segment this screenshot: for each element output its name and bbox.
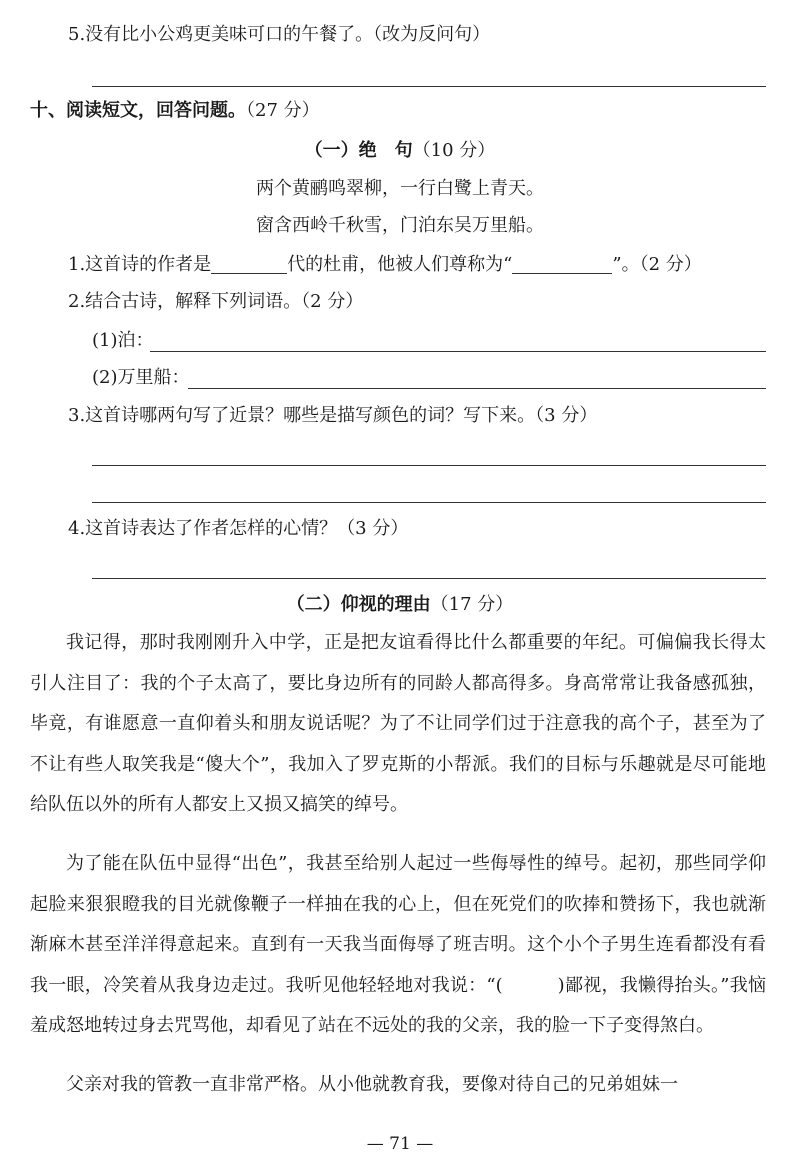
page-number: — 71 — [366, 1134, 434, 1154]
answer-line[interactable] [92, 502, 766, 503]
passage-paragraph-2: 为了能在队伍中显得“出色”，我甚至给别人起过一些侮辱性的绰号。起初，那些同学仰起脸来狠狠瞪我的目光就像鞭子一样抽在我的心上，但在死党们的吹捧和赞扬下，我也就渐渐麻木甚至洋洋得意起来。直到有一天我当面侮辱了班吉明。这个小个子男生连看都没有看我一眼，冷笑着从我身边走过。我听见他轻轻地对我说：“( )鄙视，我懒得抬头。”我恼羞成怒地转过身去咒骂他，却看见了站在不远处的我的父亲，我的脸一下子变得煞白。 [30, 853, 766, 1037]
section-10-title: 十、阅读短文，回答问题。 [30, 100, 246, 121]
part-2-points: （17 分） [430, 594, 514, 615]
section-10-heading [30, 100, 320, 122]
question-4: 4.这首诗表达了作者怎样的心情？（3 分） [68, 518, 409, 539]
question-1 [68, 254, 702, 276]
poem-line-1: 两个黄鹂鸣翠柳，一行白鹭上青天。 [256, 178, 544, 199]
answer-line[interactable] [92, 465, 766, 466]
passage-paragraph-1: 我记得，那时我刚刚升入中学，正是把友谊看得比什么都重要的年纪。可偏偏我长得太引人注目了：我的个子太高了，要比身边所有的同龄人都高得多。身高常常让我备感孤独，毕竟，有谁愿意一直仰着头和朋友说话呢？为了不让同学们过于注意我的高个子，甚至为了不让有些人取笑我是“傻大个”，我加入了罗克斯的小帮派。我们的目标与乐趣就是尽可能地给队伍以外的所有人都安上又损又搞笑的绰号。 [30, 632, 766, 816]
question-1-part-c: ”。（2 分） [612, 254, 702, 275]
answer-line[interactable] [92, 86, 766, 87]
part-2-title: （二）仰视的理由 [286, 594, 431, 615]
poem-line-2: 窗含西岭千秋雪，门泊东吴万里船。 [256, 215, 544, 236]
part-1-points: （10 分） [412, 140, 496, 161]
part-2-heading [0, 594, 800, 616]
answer-line[interactable] [150, 351, 766, 352]
answer-line[interactable] [188, 388, 766, 389]
part-1-title: （一）绝 句 [304, 140, 413, 161]
question-2-sub-2: (2)万里船： [92, 367, 190, 388]
question-1-part-a: 1.这首诗的作者是 [68, 254, 212, 275]
title-blank[interactable] [512, 255, 612, 274]
answer-line[interactable] [92, 578, 766, 579]
section-10-points: （27 分） [246, 100, 320, 121]
passage-paragraph-3: 父亲对我的管教一直非常严格。从小他就教育我，要像对待自己的兄弟姐妹一 [66, 1074, 678, 1095]
question-5: 5.没有比小公鸡更美味可口的午餐了。（改为反问句） [68, 24, 491, 45]
dynasty-blank[interactable] [211, 255, 287, 274]
question-3: 3.这首诗哪两句写了近景？哪些是描写颜色的词？写下来。（3 分） [68, 405, 598, 426]
question-1-part-b: 代的杜甫，他被人们尊称为“ [287, 254, 513, 275]
question-2: 2.结合古诗，解释下列词语。（2 分） [68, 291, 364, 312]
question-2-sub-1: (1)泊： [92, 330, 154, 351]
part-1-heading [0, 140, 800, 162]
